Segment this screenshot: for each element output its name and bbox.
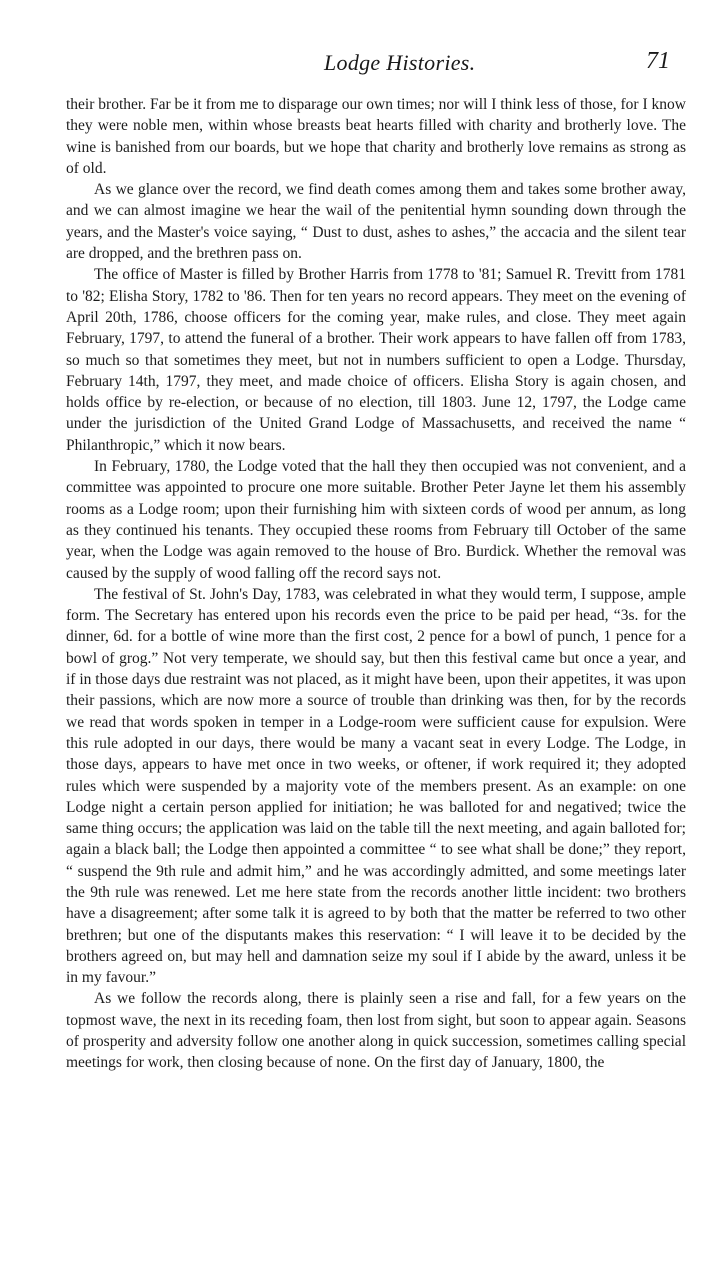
running-title: Lodge Histories. [324,50,476,75]
paragraph-2: As we glance over the record, we find death comes among them and takes some brother away, and we can almost imagine we hear the wail of the penitential hymn sounding down through the years, and the Master's voice saying, “ Dust to dust, ashes to ashes,” the accacia and the silent tear are dropped, and the brethren pass on. [66,181,686,263]
body-text [66,94,686,1074]
paragraph-6: As we follow the records along, there is plainly seen a rise and fall, for a few years on the topmost wave, the next in its receding foam, then lost from sight, but soon to appear again. Seasons of prosperity and adversity follow one another along in quick succession, sometimes calling special meetings for work, then closing because of none. On the first day of January, 1800, the [66,990,686,1072]
paragraph-4: In February, 1780, the Lodge voted that the hall they then occupied was not convenient, and a committee was appointed to procure one more suitable. Brother Peter Jayne let them his assembly rooms as a Lodge room; upon their furnishing him with sixteen cords of wood per annum, as long as they continued his tenants. They occupied these rooms from February till October of the same year, when the Lodge was again removed to the house of Bro. Burdick. Whether the removal was caused by the supply of wood falling off the record says not. [66,458,686,582]
page-number: 71 [646,48,670,74]
paragraph-5: The festival of St. John's Day, 1783, was celebrated in what they would term, I suppose, ample form. The Secretary has entered upon his records even the price to be paid per head, “3s. for the dinner, 6d. for a bottle of wine more than the first cost, 2 pence for a bowl of punch, 1 pence for a bowl of grog.” Not very temperate, we should say, but then this festival came but once a year, and if in those days due restraint was not placed, as it might have been, upon their appetites, it was upon their passions, which are now more a source of trouble than drinking was then, for by the records we read that words spoken in temper in a Lodge-room were sufficient cause for expulsion. Were this rule adopted in our days, there would be many a vacant seat in every Lodge. The Lodge, in those days, appears to have met once in two weeks, or oftener, if work required it; they adopted rules which were suspended by a majority vote of the members present. As an example: on one Lodge night a certain person applied for initiation; he was balloted for and negatived; twice the same thing occurs; the application was laid on the table till the next meeting, and again balloted for; again a black ball; the Lodge then appointed a committee “ to see what shall be done;” they report, “ suspend the 9th rule and admit him,” and he was accordingly admitted, and some meetings later the 9th rule was renewed. Let me here state from the records another little incident: two brothers have a disagreement; after some talk it is agreed to by both that the matter be referred to two other brethren; but one of the disputants makes this reservation: “ I will leave it to be decided by the brothers agreed on, but may hell and damnation seize my soul if I abide by the award, unless it be in my favour.” [66,585,686,987]
paragraph-3: The office of Master is filled by Brother Harris from 1778 to '81; Samuel R. Trevitt from 1781 to '82; Elisha Story, 1782 to '86. Then for ten years no record appears. They meet on the evening of April 20th, 1786, choose officers for the coming year, make rules, and close. They meet again February, 1797, to attend the funeral of a brother. Their work appears to have fallen off from 1783, so much so that sometimes they meet, but not in numbers sufficient to open a Lodge. Thursday, February 14th, 1797, they meet, and made choice of officers. Elisha Story is again chosen, and holds office by re-election, or because of no election, till 1803. June 12, 1797, the Lodge came under the jurisdiction of the United Grand Lodge of Massachusetts, and received the name “ Philanthropic,” which it now bears. [66,266,686,454]
paragraph-1: their brother. Far be it from me to disparage our own times; nor will I think less of those, for I know they were noble men, within whose breasts beat hearts filled with charity and brotherly love. The wine is banished from our boards, but we hope that charity and brotherly love remains as strong as of old. [66,96,686,177]
page-header [64,44,684,84]
